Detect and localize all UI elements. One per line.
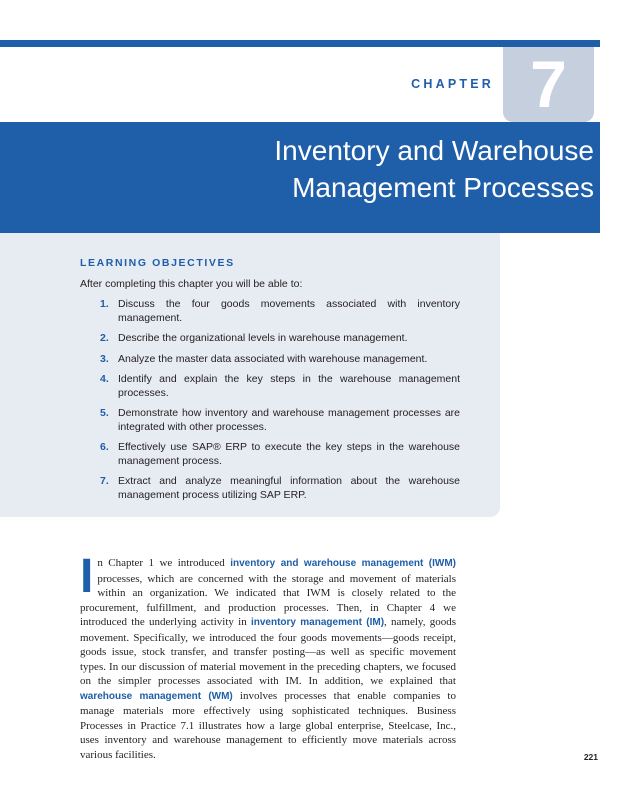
top-rule [0, 40, 600, 47]
objective-item [80, 407, 460, 434]
objective-number: 6. [100, 441, 109, 453]
chapter-title-line-1: Inventory and Warehouse [274, 135, 594, 166]
objective-text: Demonstrate how inventory and warehouse management processes are integrated with other processes. [118, 407, 460, 433]
objective-item [80, 373, 460, 400]
objective-number: 2. [100, 332, 109, 344]
objective-text: Identify and explain the key steps in the warehouse management processes. [118, 373, 460, 399]
paragraph-text: , namely, goods movement. Specifically, we introduced the four goods movements—goods receipt, goods issue, stock transfer, and transfer posting—as well as specific movement types. In our discussion of material movement in the preceding chapters, we focused on the simpler processes associated with IM. In addition, we explained that [80, 616, 456, 687]
objective-text: Extract and analyze meaningful information about the warehouse management process utilizing SAP ERP. [118, 475, 460, 501]
objective-item [80, 475, 460, 502]
objective-number: 4. [100, 373, 109, 385]
key-term-im: inventory management (IM) [250, 617, 385, 628]
learning-objectives-heading: LEARNING OBJECTIVES [80, 257, 235, 269]
objective-number: 5. [100, 407, 109, 419]
paragraph-text: n Chapter 1 we introduced [97, 557, 231, 569]
page-number: 221 [583, 752, 598, 762]
drop-cap: I [80, 550, 94, 603]
paragraph-text: involves processes that enable companies to manage materials more effectively using sophisticated techniques. Business Processes in Practice 7.1 illustrates how a large global enterprise, Steelcase, Inc., uses inventory and warehouse management to efficiently move materials across various facilities. [80, 689, 456, 761]
objective-text: Effectively use SAP® ERP to execute the key steps in the warehouse management process. [118, 441, 460, 467]
intro-paragraph [80, 550, 456, 762]
objective-text: Analyze the master data associated with warehouse management. [118, 352, 428, 365]
objective-number: 7. [100, 475, 109, 487]
objective-text: Describe the organizational levels in warehouse management. [118, 332, 408, 344]
objective-number: 1. [100, 298, 109, 310]
chapter-number: 7 [530, 47, 567, 121]
objective-item [80, 353, 460, 367]
objective-item [80, 332, 460, 346]
objective-text: Discuss the four goods movements associated with inventory management. [118, 298, 460, 324]
key-term-wm: warehouse management (WM) [80, 690, 233, 702]
paragraph-text: processes, which are concerned with the storage and movement of materials within an organization. We indicated that IWM is closely related to the procurement, fulfillment, and production processes. Then, in Chapter 4 we introduced the underlying activity in [80, 572, 456, 628]
chapter-label: CHAPTER [411, 77, 494, 91]
chapter-title-line-2: Management Processes [292, 172, 594, 203]
chapter-title [274, 132, 594, 206]
objective-item [80, 298, 460, 325]
learning-objectives-intro: After completing this chapter you will be able to: [80, 278, 303, 290]
learning-objectives-list [80, 298, 460, 509]
key-term-iwm: inventory and warehouse management (IWM) [230, 558, 456, 569]
objective-number: 3. [100, 352, 109, 365]
objective-item [80, 441, 460, 468]
